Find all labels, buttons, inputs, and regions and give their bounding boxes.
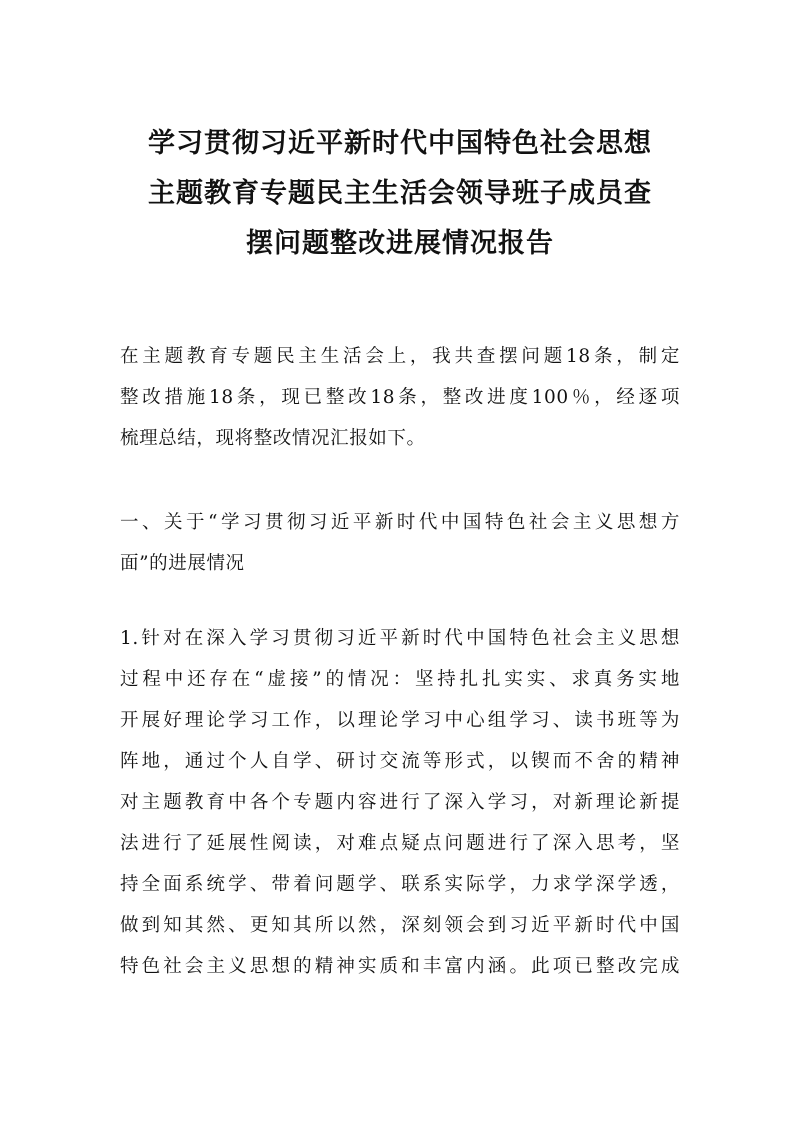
paragraph-line: 梳理总结，现将整改情况汇报如下。 (120, 428, 426, 449)
paragraph-line: 过程中还存在“虚接”的情况：坚持扎扎实实、求真务实地 (120, 669, 680, 690)
paragraph-line: 做到知其然、更知其所以然，深刻领会到习近平新时代中国 (120, 915, 680, 936)
intro-paragraph (120, 336, 680, 459)
document-title (100, 119, 700, 269)
paragraph-line: 阵地，通过个人自学、研讨交流等形式，以锲而不舍的精神 (120, 751, 680, 772)
paragraph-line: 在主题教育专题民主生活会上，我共查摆问题18条，制定 (120, 346, 680, 367)
heading-line: 一、关于“学习贯彻习近平新时代中国特色社会主义思想方 (120, 512, 680, 533)
section-heading-1 (120, 502, 680, 584)
paragraph-line: 法进行了延展性阅读，对难点疑点问题进行了深入思考，坚 (120, 833, 680, 854)
heading-line: 面”的进展情况 (120, 553, 245, 574)
paragraph-line: 开展好理论学习工作，以理论学习中心组学习、读书班等为 (120, 710, 680, 731)
title-line: 摆问题整改进展情况报告 (246, 228, 554, 259)
title-line: 主题教育专题民主生活会领导班子成员查 (148, 178, 652, 209)
item-1-paragraph (120, 618, 680, 987)
paragraph-line: 整改措施18条，现已整改18条，整改进度100％，经逐项 (120, 387, 680, 408)
paragraph-line: 1.针对在深入学习贯彻习近平新时代中国特色社会主义思想 (120, 628, 680, 649)
paragraph-line: 对主题教育中各个专题内容进行了深入学习，对新理论新提 (120, 792, 680, 813)
paragraph-line: 特色社会主义思想的精神实质和丰富内涵。此项已整改完成 (120, 956, 680, 977)
paragraph-line: 持全面系统学、带着问题学、联系实际学，力求学深学透， (120, 874, 680, 895)
title-line: 学习贯彻习近平新时代中国特色社会思想 (148, 128, 652, 159)
